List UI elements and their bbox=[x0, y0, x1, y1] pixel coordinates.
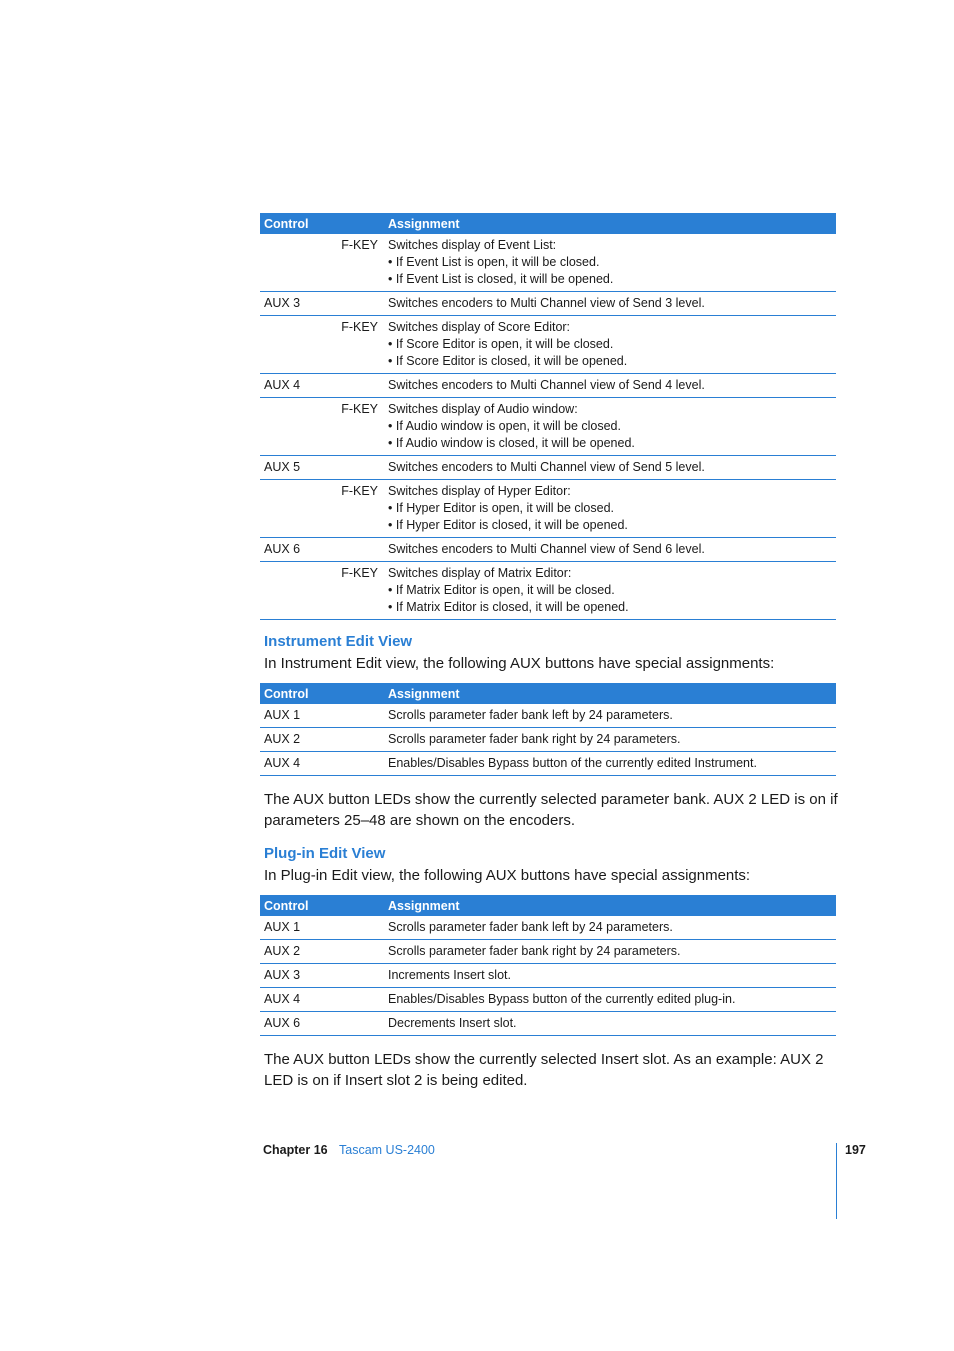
assignment-line: Decrements Insert slot. bbox=[388, 1016, 517, 1030]
assignment-line: Enables/Disables Bypass button of the currently edited Instrument. bbox=[388, 756, 757, 770]
cell-control bbox=[260, 483, 388, 534]
control-label: AUX 1 bbox=[264, 708, 301, 722]
header-control: Control bbox=[264, 216, 309, 231]
control-label: AUX 2 bbox=[264, 732, 301, 746]
cell-control bbox=[260, 1015, 388, 1032]
cell-control bbox=[260, 731, 388, 748]
cell-assignment bbox=[388, 755, 836, 772]
assignment-line: Scrolls parameter fader bank right by 24 parameters. bbox=[388, 944, 681, 958]
instrument-note: The AUX button LEDs show the currently selected parameter bank. AUX 2 LED is on if parameters 25–48 are shown on the encoders. bbox=[264, 791, 838, 829]
table-row bbox=[260, 374, 836, 398]
control-label: AUX 3 bbox=[264, 968, 301, 982]
table-row bbox=[260, 964, 836, 988]
assignment-line: Switches display of Event List: bbox=[388, 238, 557, 252]
cell-control bbox=[260, 565, 388, 616]
cell-assignment bbox=[388, 991, 836, 1008]
assignment-line: Switches display of Matrix Editor: bbox=[388, 566, 572, 580]
table-row bbox=[260, 704, 836, 728]
cell-control bbox=[260, 295, 388, 312]
plugin-note: The AUX button LEDs show the currently selected Insert slot. As an example: AUX 2 LED is on if Insert slot 2 is being edited. bbox=[264, 1051, 824, 1089]
table-row bbox=[260, 316, 836, 374]
cell-control bbox=[260, 459, 388, 476]
control-label: AUX 6 bbox=[264, 542, 301, 556]
cell-control bbox=[260, 237, 388, 288]
instrument-table bbox=[260, 683, 836, 776]
assignment-line: • If Hyper Editor is closed, it will be opened. bbox=[388, 518, 628, 532]
cell-control bbox=[260, 377, 388, 394]
assignment-line: • If Matrix Editor is open, it will be closed. bbox=[388, 583, 615, 597]
control-label: F-KEY bbox=[341, 566, 378, 580]
plugin-intro: In Plug-in Edit view, the following AUX buttons have special assignments: bbox=[264, 867, 751, 884]
assignment-line: Switches display of Score Editor: bbox=[388, 320, 571, 334]
assignment-line: Enables/Disables Bypass button of the currently edited plug-in. bbox=[388, 992, 736, 1006]
instrument-heading: Instrument Edit View bbox=[264, 633, 413, 650]
cell-assignment bbox=[388, 377, 836, 394]
instrument-intro: In Instrument Edit view, the following AUX buttons have special assignments: bbox=[264, 655, 775, 672]
cell-control bbox=[260, 919, 388, 936]
page-number: 197 bbox=[845, 1143, 866, 1157]
table-row bbox=[260, 234, 836, 292]
cell-assignment bbox=[388, 707, 836, 724]
table-row bbox=[260, 456, 836, 480]
footer-chapter: Chapter 16 bbox=[263, 1143, 328, 1157]
table-row bbox=[260, 480, 836, 538]
table-row bbox=[260, 562, 836, 620]
control-label: AUX 4 bbox=[264, 378, 301, 392]
cell-control bbox=[260, 401, 388, 452]
control-label: F-KEY bbox=[341, 238, 378, 252]
plugin-table bbox=[260, 895, 836, 1036]
control-label: AUX 4 bbox=[264, 756, 301, 770]
assignment-line: Switches display of Audio window: bbox=[388, 402, 578, 416]
table-row bbox=[260, 398, 836, 456]
control-label: AUX 3 bbox=[264, 296, 301, 310]
cell-assignment bbox=[388, 919, 836, 936]
header-control: Control bbox=[264, 686, 309, 701]
assignment-line: Switches encoders to Multi Channel view of Send 6 level. bbox=[388, 542, 705, 556]
assignment-line: Scrolls parameter fader bank left by 24 parameters. bbox=[388, 708, 673, 722]
control-label: AUX 6 bbox=[264, 1016, 301, 1030]
table-row bbox=[260, 292, 836, 316]
table-row bbox=[260, 916, 836, 940]
control-label: F-KEY bbox=[341, 484, 378, 498]
cell-assignment bbox=[388, 1015, 836, 1032]
table-row bbox=[260, 728, 836, 752]
cell-assignment bbox=[388, 943, 836, 960]
table-row bbox=[260, 538, 836, 562]
cell-assignment bbox=[388, 731, 836, 748]
cell-control bbox=[260, 967, 388, 984]
table-header bbox=[260, 683, 836, 704]
header-control: Control bbox=[264, 898, 309, 913]
assignment-line: • If Matrix Editor is closed, it will be opened. bbox=[388, 600, 629, 614]
plugin-heading: Plug-in Edit View bbox=[264, 845, 386, 862]
cell-control bbox=[260, 755, 388, 772]
control-label: F-KEY bbox=[341, 402, 378, 416]
footer-divider bbox=[836, 1143, 837, 1219]
cell-assignment bbox=[388, 459, 836, 476]
table-header bbox=[260, 213, 836, 234]
header-assignment: Assignment bbox=[388, 898, 460, 913]
cell-control bbox=[260, 319, 388, 370]
cell-control bbox=[260, 943, 388, 960]
assignment-line: Switches encoders to Multi Channel view of Send 5 level. bbox=[388, 460, 705, 474]
assignment-line: • If Audio window is open, it will be closed. bbox=[388, 419, 621, 433]
assignment-line: • If Score Editor is closed, it will be opened. bbox=[388, 354, 628, 368]
table-row bbox=[260, 1012, 836, 1036]
control-label: AUX 4 bbox=[264, 992, 301, 1006]
cell-assignment bbox=[388, 401, 836, 452]
assignment-line: • If Hyper Editor is open, it will be closed. bbox=[388, 501, 615, 515]
assignment-line: Increments Insert slot. bbox=[388, 968, 511, 982]
assignment-line: • If Event List is open, it will be closed. bbox=[388, 255, 600, 269]
cell-assignment bbox=[388, 541, 836, 558]
header-assignment: Assignment bbox=[388, 216, 460, 231]
control-label: AUX 5 bbox=[264, 460, 301, 474]
cell-assignment bbox=[388, 483, 836, 534]
cell-control bbox=[260, 991, 388, 1008]
cell-control bbox=[260, 541, 388, 558]
assignment-line: • If Audio window is closed, it will be opened. bbox=[388, 436, 635, 450]
table-row bbox=[260, 752, 836, 776]
footer-title: Tascam US-2400 bbox=[339, 1143, 435, 1157]
cell-control bbox=[260, 707, 388, 724]
assignment-line: • If Score Editor is open, it will be closed. bbox=[388, 337, 614, 351]
assignment-line: Switches display of Hyper Editor: bbox=[388, 484, 571, 498]
control-label: AUX 2 bbox=[264, 944, 301, 958]
cell-assignment bbox=[388, 565, 836, 616]
cell-assignment bbox=[388, 237, 836, 288]
assignment-table-1 bbox=[260, 213, 836, 620]
assignment-line: Switches encoders to Multi Channel view of Send 3 level. bbox=[388, 296, 705, 310]
table-row bbox=[260, 988, 836, 1012]
assignment-line: Scrolls parameter fader bank left by 24 parameters. bbox=[388, 920, 673, 934]
control-label: F-KEY bbox=[341, 320, 378, 334]
assignment-line: Switches encoders to Multi Channel view of Send 4 level. bbox=[388, 378, 705, 392]
header-assignment: Assignment bbox=[388, 686, 460, 701]
table-row bbox=[260, 940, 836, 964]
cell-assignment bbox=[388, 319, 836, 370]
cell-assignment bbox=[388, 967, 836, 984]
cell-assignment bbox=[388, 295, 836, 312]
assignment-line: Scrolls parameter fader bank right by 24 parameters. bbox=[388, 732, 681, 746]
table-header bbox=[260, 895, 836, 916]
assignment-line: • If Event List is closed, it will be opened. bbox=[388, 272, 614, 286]
control-label: AUX 1 bbox=[264, 920, 301, 934]
